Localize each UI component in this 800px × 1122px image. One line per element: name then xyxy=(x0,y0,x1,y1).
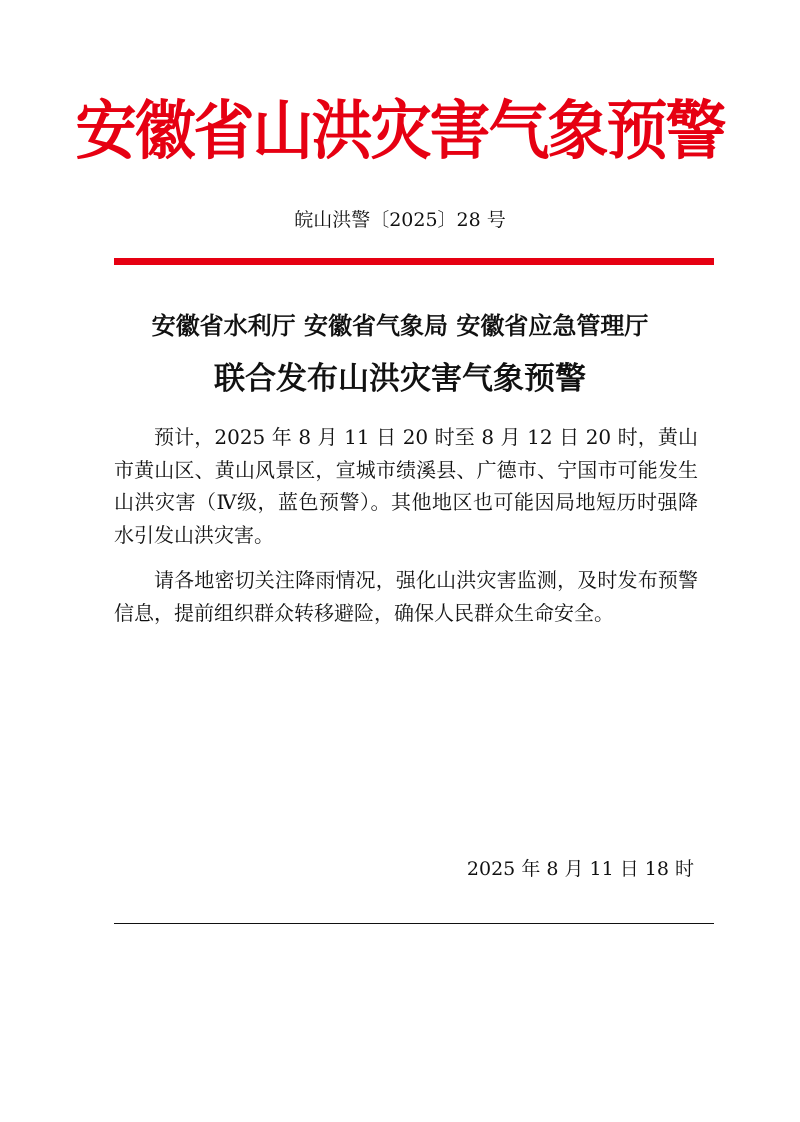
document-number: 皖山洪警〔2025〕28 号 xyxy=(294,209,506,231)
body-paragraph-instructions: 请各地密切关注降雨情况，强化山洪灾害监测，及时发布预警信息，提前组织群众转移避险，确保人民群众生命安全。 xyxy=(114,568,698,625)
body-paragraph-forecast: 预计，2025 年 8 月 11 日 20 时至 8 月 12 日 20 时，黄山市黄山区、黄山风景区，宣城市绩溪县、广德市、宁国市可能发生山洪灾害（Ⅳ级，蓝色预警）。其他地区也可能因局地短历时强降水引发山洪灾害。 xyxy=(114,425,698,547)
document-title: 联合发布山洪灾害气象预警 xyxy=(214,361,586,397)
red-separator-line xyxy=(114,258,714,265)
masthead-title: 安徽省山洪灾害气象预警 xyxy=(75,94,725,169)
issuing-agencies: 安徽省水利厅 安徽省气象局 安徽省应急管理厅 xyxy=(151,311,649,340)
bottom-separator-line xyxy=(114,923,714,924)
issue-date: 2025 年 8 月 11 日 18 时 xyxy=(466,858,694,880)
